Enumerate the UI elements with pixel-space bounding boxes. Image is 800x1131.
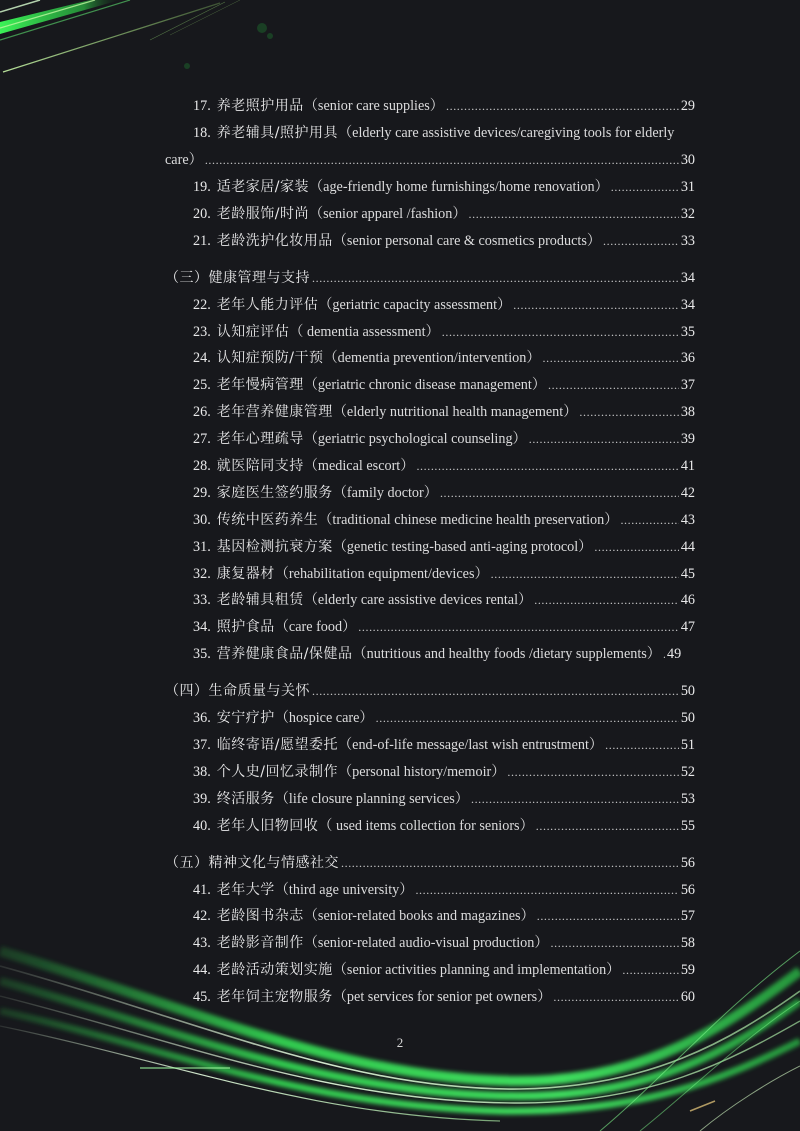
toc-entry-title-zh: 老龄辅具租赁 [216, 592, 304, 608]
toc-entry-page-number: 29 [680, 98, 695, 114]
toc-entry[interactable] [193, 456, 695, 476]
toc-entry[interactable] [193, 789, 695, 809]
toc-entry[interactable] [193, 816, 695, 836]
toc-entry-number: 28. [193, 458, 211, 474]
toc-entry-title-zh: （四）生命质量与关怀 [165, 683, 310, 699]
dot-leader [513, 295, 679, 315]
toc-entry-page-number: 35 [680, 324, 695, 340]
toc-entry-page-number: 43 [680, 512, 695, 528]
dot-leader [312, 268, 679, 288]
toc-entry-page-number: 44 [680, 539, 695, 555]
toc-entry-page-number: 34 [680, 297, 695, 313]
toc-entry-number: 30. [193, 512, 211, 528]
toc-entry-number: 40. [193, 818, 211, 834]
toc-entry-title-zh: 老年人能力评估 [216, 297, 319, 313]
toc-entry-number: 18. [193, 125, 211, 141]
toc-entry-number: 29. [193, 485, 211, 501]
toc-entry-title-zh: 个人史/回忆录制作 [216, 764, 338, 780]
toc-entry-title-en: （elderly care assistive devices/caregiving tools for elderly [337, 125, 675, 141]
toc-entry[interactable] [193, 644, 695, 664]
toc-entry-title-zh: 养老照护用品 [216, 98, 304, 114]
toc-entry-number: 35. [193, 646, 211, 662]
dot-leader [605, 735, 679, 755]
toc-entry[interactable] [193, 590, 695, 610]
toc-entry-page-number: 32 [680, 206, 695, 222]
toc-entry[interactable] [193, 204, 695, 224]
toc-entry-title-en: （senior apparel /fashion） [308, 206, 467, 222]
toc-entry-title-en: （end-of-life message/last wish entrustment） [337, 737, 604, 753]
toc-entry-title-zh: 就医陪同支持 [216, 458, 304, 474]
dot-leader [611, 177, 679, 197]
dot-leader [312, 681, 679, 701]
toc-entry-page-number: 33 [680, 233, 695, 249]
toc-entry-title-zh: 养老辅具/照护用具 [216, 125, 338, 141]
toc-entry[interactable] [193, 429, 695, 449]
toc-entry-page-number: 39 [680, 431, 695, 447]
toc-entry-title-zh: 照护食品 [216, 619, 275, 635]
dot-leader [603, 231, 679, 251]
toc-entry-title-zh: 认知症预防/干预 [216, 350, 324, 366]
dot-leader [534, 590, 679, 610]
toc-entry-page-number: 51 [680, 737, 695, 753]
toc-entry-title-zh: 终活服务 [216, 791, 275, 807]
dot-leader [594, 537, 678, 557]
toc-entry-number: 26. [193, 404, 211, 420]
toc-entry[interactable] [193, 177, 695, 197]
toc-entry[interactable] [193, 537, 695, 557]
toc-entry-title-zh: 营养健康食品/保健品 [216, 646, 353, 662]
toc-entry-page-number: 56 [680, 882, 695, 898]
toc-entry-number: 39. [193, 791, 211, 807]
toc-entry-number: 33. [193, 592, 211, 608]
toc-entry-title-en: （third age university） [274, 882, 414, 898]
toc-entry[interactable] [193, 322, 695, 342]
toc-entry-title-zh: 老龄图书杂志 [216, 908, 304, 924]
toc-entry-title-en: （senior activities planning and implementation） [332, 962, 621, 978]
toc-entry-number: 32. [193, 566, 211, 582]
toc-entry-continuation[interactable] [165, 150, 695, 170]
toc-entry-page-number: 57 [680, 908, 695, 924]
toc-entry-page-number: 50 [680, 710, 695, 726]
toc-entry-title-en: （family doctor） [332, 485, 438, 501]
toc-entry-page-number: 47 [680, 619, 695, 635]
toc-entry[interactable] [193, 987, 695, 1007]
dot-leader [446, 96, 679, 116]
toc-entry-title-en: （senior-related books and magazines） [303, 908, 535, 924]
toc-entry-number: 19. [193, 179, 211, 195]
toc-entry[interactable] [193, 375, 695, 395]
dot-leader [537, 906, 679, 926]
toc-entry-number: 23. [193, 324, 211, 340]
dot-leader [529, 429, 679, 449]
toc-entry-page-number: 45 [680, 566, 695, 582]
dot-leader [491, 564, 679, 584]
toc-entry-title-zh: （五）精神文化与情感社交 [165, 855, 339, 871]
toc-entry[interactable] [193, 617, 695, 637]
toc-entry-title-en: （pet services for senior pet owners） [332, 989, 552, 1005]
toc-entry-page-number: 46 [680, 592, 695, 608]
toc-entry-title-en: （senior-related audio-visual production） [303, 935, 549, 951]
toc-entry-title-en: （hospice care） [274, 710, 374, 726]
toc-entry[interactable] [193, 960, 695, 980]
toc-entry-number: 38. [193, 764, 211, 780]
toc-entry-title-zh: 老龄洗护化妆用品 [216, 233, 333, 249]
toc-entry-number: 36. [193, 710, 211, 726]
toc-entry-page-number: 34 [680, 270, 695, 286]
toc-entry-title-zh: 基因检测抗衰方案 [216, 539, 333, 555]
toc-entry-title-zh: 老龄服饰/时尚 [216, 206, 309, 222]
dot-leader [416, 456, 678, 476]
toc-entry-number: 37. [193, 737, 211, 753]
toc-entry-page-number: 37 [680, 377, 695, 393]
toc-entry-title-zh: 老年营养健康管理 [216, 404, 333, 420]
toc-entry-page-number: 56 [680, 855, 695, 871]
dot-leader [663, 644, 665, 664]
toc-entry-number: 31. [193, 539, 211, 555]
page-number: 2 [396, 1035, 404, 1050]
toc-entry-title-zh: 老年饲主宠物服务 [216, 989, 333, 1005]
toc-entry[interactable] [193, 564, 695, 584]
toc-entry-title-zh: 老年慢病管理 [216, 377, 304, 393]
toc-entry-number: 24. [193, 350, 211, 366]
toc-entry-title-en: （geriatric capacity assessment） [318, 297, 512, 313]
dot-leader [442, 322, 679, 342]
toc-entry[interactable] [193, 96, 695, 116]
dot-leader [358, 617, 679, 637]
toc-entry-page-number: 42 [680, 485, 695, 501]
dot-leader [507, 762, 678, 782]
toc-entry-number: 17. [193, 98, 211, 114]
dot-leader [440, 483, 679, 503]
toc-entry-page-number: 55 [680, 818, 695, 834]
dot-leader [205, 150, 679, 170]
toc-section-heading[interactable] [165, 853, 695, 873]
toc-entry-title-en: （senior personal care & cosmetics products） [332, 233, 602, 249]
toc-entry-title-en: （care food） [274, 619, 357, 635]
toc-entry-title-zh: 认知症评估 [216, 324, 290, 340]
toc-entry[interactable] [193, 906, 695, 926]
toc-entry-title-zh: （三）健康管理与支持 [165, 270, 310, 286]
dot-leader [622, 960, 678, 980]
toc-entry[interactable] [193, 483, 695, 503]
dot-leader [553, 987, 678, 1007]
toc-entry-title-en: （ used items collection for seniors） [318, 818, 534, 834]
toc-entry[interactable] [193, 933, 695, 953]
toc-entry-title-en: （traditional chinese medicine health preservation） [318, 512, 619, 528]
toc-entry-page-number: 49 [666, 646, 682, 662]
toc-entry-page-number: 50 [680, 683, 695, 699]
toc-entry-number: 45. [193, 989, 211, 1005]
toc-entry-title-zh: 适老家居/家装 [216, 179, 309, 195]
toc-entry-number: 27. [193, 431, 211, 447]
toc-entry[interactable] [193, 231, 695, 251]
toc-entry-page-number: 38 [680, 404, 695, 420]
toc-entry-title-en: （rehabilitation equipment/devices） [274, 566, 489, 582]
toc-entry[interactable] [193, 510, 695, 530]
dot-leader [548, 375, 679, 395]
toc-entry-number: 42. [193, 908, 211, 924]
toc-entry-title-en: （elderly nutritional health management） [332, 404, 578, 420]
toc-entry-title-en: （age-friendly home furnishings/home renovation） [308, 179, 609, 195]
toc-entry-title-en: （personal history/memoir） [337, 764, 506, 780]
dot-leader [543, 348, 679, 368]
dot-leader [579, 402, 678, 422]
toc-entry-title-zh: 老年心理疏导 [216, 431, 304, 447]
toc-entry-title-zh: 安宁疗护 [216, 710, 275, 726]
toc-entry-title-en: （dementia prevention/intervention） [323, 350, 541, 366]
toc-entry-title-en: care） [165, 152, 203, 168]
dot-leader [469, 204, 679, 224]
toc-entry-title-zh: 老年大学 [216, 882, 275, 898]
toc-entry[interactable] [193, 348, 695, 368]
toc-entry-title-en: （geriatric chronic disease management） [303, 377, 547, 393]
toc-entry[interactable] [193, 735, 695, 755]
toc-entry-page-number: 41 [680, 458, 695, 474]
toc-entry-title-zh: 传统中医药养生 [216, 512, 319, 528]
toc-entry-page-number: 58 [680, 935, 695, 951]
toc-entry-title-en: （nutritious and healthy foods /dietary supplements） [352, 646, 661, 662]
toc-entry-title-en: （genetic testing-based anti-aging protocol） [332, 539, 593, 555]
toc-entry-page-number: 30 [680, 152, 695, 168]
dot-leader [341, 853, 679, 873]
toc-entry-title-en: （geriatric psychological counseling） [303, 431, 527, 447]
toc-entry-title-en: （life closure planning services） [274, 791, 469, 807]
dot-leader [376, 708, 679, 728]
toc-entry-title-zh: 老年人旧物回收 [216, 818, 319, 834]
toc-entry[interactable] [193, 402, 695, 422]
toc-entry-title-en: （senior care supplies） [303, 98, 444, 114]
toc-entry[interactable] [193, 708, 695, 728]
green-light-streaks-top-decoration [0, 0, 800, 110]
toc-entry-number: 25. [193, 377, 211, 393]
toc-entry-page-number: 59 [680, 962, 695, 978]
toc-section-heading[interactable] [165, 681, 695, 701]
toc-entry[interactable] [193, 762, 695, 782]
toc-entry[interactable] [193, 295, 695, 315]
toc-entry-number: 21. [193, 233, 211, 249]
toc-entry-number: 41. [193, 882, 211, 898]
dot-leader [471, 789, 679, 809]
toc-entry-title-en: （ dementia assessment） [289, 324, 440, 340]
toc-entry-page-number: 60 [680, 989, 695, 1005]
toc-entry-title-en: （elderly care assistive devices rental） [303, 592, 533, 608]
toc-entry-number: 43. [193, 935, 211, 951]
toc-entry-title-en: （medical escort） [303, 458, 415, 474]
toc-section-heading[interactable] [165, 268, 695, 288]
toc-entry-number: 20. [193, 206, 211, 222]
toc-entry[interactable] [193, 123, 695, 143]
dot-leader [415, 880, 678, 900]
toc-entry-title-zh: 家庭医生签约服务 [216, 485, 333, 501]
toc-entry-title-zh: 老龄活动策划实施 [216, 962, 333, 978]
toc-entry-title-zh: 康复器材 [216, 566, 275, 582]
dot-leader [536, 816, 679, 836]
toc-entry-number: 34. [193, 619, 211, 635]
toc-entry[interactable] [193, 880, 695, 900]
toc-entry-page-number: 52 [680, 764, 695, 780]
toc-entry-page-number: 31 [680, 179, 695, 195]
toc-entry-number: 44. [193, 962, 211, 978]
toc-entry-page-number: 53 [680, 791, 695, 807]
dot-leader [551, 933, 679, 953]
dot-leader [620, 510, 678, 530]
toc-entry-number: 22. [193, 297, 211, 313]
toc-entry-title-zh: 老龄影音制作 [216, 935, 304, 951]
toc-entry-page-number: 36 [680, 350, 695, 366]
toc-entry-title-zh: 临终寄语/愿望委托 [216, 737, 338, 753]
